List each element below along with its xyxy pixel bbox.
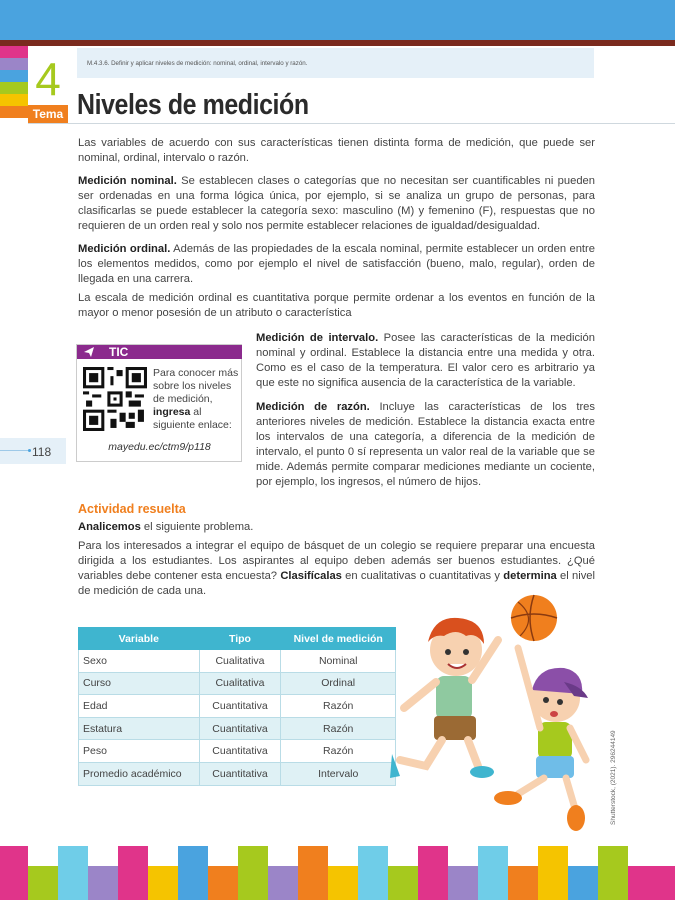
- table-cell: Razón: [281, 740, 396, 763]
- table-cell: Cuantitativa: [199, 717, 281, 740]
- skill-statement: M.4.3.6. Definir y aplicar niveles de medición: nominal, ordinal, intervalo y razón.: [77, 48, 594, 78]
- table-cell: Intervalo: [281, 762, 396, 785]
- page-number-line: [0, 450, 28, 451]
- measurement-table: [78, 627, 396, 786]
- tic-link[interactable]: mayedu.ec/ctm9/p118: [108, 441, 211, 453]
- table-row: [79, 672, 396, 695]
- page-title: Niveles de medición: [77, 89, 309, 121]
- image-credit: Shutterstock, (2021). 296244149: [610, 730, 617, 825]
- activity-title: Actividad resuelta: [78, 502, 186, 516]
- table-cell: Ordinal: [281, 672, 396, 695]
- intro-paragraph: Las variables de acuerdo con sus características tienen distinta forma de medición, que puede ser nominal, ordinal, intervalo o razón.: [78, 137, 595, 164]
- table-cell: Peso: [79, 740, 200, 763]
- table-header-variable: Variable: [79, 628, 200, 650]
- ordinal-text: Además de las propiedades de la escala nominal, permite establecer un orden entre los elementos medidos, como por ejemplo el nivel de satisfacción (bueno, malo, regular), orden de llegada en una carrera.: [78, 243, 595, 285]
- activity-problem-mid: en cualitativas o cuantitativas y: [341, 570, 504, 582]
- tic-text-before: Para conocer más sobre los niveles de medición,: [153, 367, 239, 405]
- tic-text-bold: ingresa: [153, 406, 191, 418]
- intervalo-term: Medición de intervalo.: [256, 332, 379, 344]
- table-row: [79, 695, 396, 718]
- title-divider: [28, 123, 675, 124]
- tema-number: 4: [35, 53, 61, 105]
- table-cell: Razón: [281, 695, 396, 718]
- basketball-icon: [511, 595, 557, 641]
- table-cell: Cuantitativa: [199, 740, 281, 763]
- top-border-line: [0, 40, 675, 46]
- nominal-text: Se establecen clases o categorías que no necesitan ser cuantificables ni pueden ser ordenadas en una forma lógica única, por ejemplo, si se analiza un grupo de personas, para clasificarlas se puede establecer la categoría sexo: masculino (M) y femenino (F), respuestas que no requieren de un orden real y solo nos permite establecer relaciones de igualdad/desigualdad.: [78, 175, 596, 232]
- activity-instruction-rest: el siguiente problema.: [140, 521, 254, 533]
- table-cell: Razón: [281, 717, 396, 740]
- page-number-dot: [28, 449, 31, 452]
- boy-purple-cap-icon: [494, 648, 588, 831]
- nominal-paragraph: [78, 174, 595, 234]
- side-color-stripes: [0, 46, 28, 118]
- tic-box: [76, 344, 242, 462]
- qr-code[interactable]: [83, 367, 147, 431]
- table-row: [79, 740, 396, 763]
- activity-problem-bold2: determina: [503, 570, 557, 582]
- tema-label: Tema: [28, 105, 68, 123]
- table-header-nivel: Nivel de medición: [281, 628, 396, 650]
- tic-text-after: al siguiente enlace:: [153, 406, 232, 431]
- razon-paragraph: [256, 400, 595, 490]
- activity-problem-bold1: Clasifícalas: [280, 570, 342, 582]
- table-cell: Cuantitativa: [199, 762, 281, 785]
- table-header-row: [79, 628, 396, 650]
- table-header-tipo: Tipo: [199, 628, 281, 650]
- boy-redhead-icon: [390, 618, 498, 778]
- nominal-term: Medición nominal.: [78, 175, 177, 187]
- table-row: [79, 762, 396, 785]
- tic-label: TIC: [109, 345, 129, 359]
- ordinal-paragraph: [78, 242, 595, 287]
- activity-instruction-bold: Analicemos: [78, 521, 141, 533]
- table-cell: Promedio académico: [79, 762, 200, 785]
- table-cell: Sexo: [79, 650, 200, 673]
- intervalo-text: Posee las características de la medición nominal y ordinal. Establece la distancia entre una medida y otra. Como es el caso de la temperatura. El valor cero es arbitrario ya que este no significa ausencia de la característica de la variable.: [256, 332, 595, 389]
- table-cell: Nominal: [281, 650, 396, 673]
- razon-term: Medición de razón.: [256, 401, 370, 413]
- ordinal-term: Medición ordinal.: [78, 243, 171, 255]
- activity-problem-start: Para los interesados a integrar el equipo de básquet de un colegio se requiere preparar una encuesta dirigida a los estudiantes. Los aspirantes al equipo deben además ser buenos estudiantes. ¿Qué variables debe contener esta encuesta?: [78, 540, 595, 582]
- tic-description: [153, 367, 239, 432]
- table-cell: Estatura: [79, 717, 200, 740]
- ordinal-extra-paragraph: La escala de medición ordinal es cuantitativa porque permite ordenar a los eventos en función de la mayor o menor posesión de un atributo o característica: [78, 292, 595, 319]
- table-row: [79, 650, 396, 673]
- top-color-band: [0, 0, 675, 40]
- table-cell: Cualitativa: [199, 672, 281, 695]
- table-row: [79, 717, 396, 740]
- activity-instruction: [78, 520, 595, 535]
- razon-text: Incluye las características de los tres anteriores niveles de medición. Establece la distancia exacta entre los intervalos de una categoría, a diferencia de la medición de intervalo, el punto 0 sí representa un valor real de la variable que se mide. Además permite comparar mediciones mediante un cociente, por ejemplo, los ingresos, el número de hijos.: [256, 401, 595, 488]
- table-cell: Cualitativa: [199, 650, 281, 673]
- intervalo-paragraph: [256, 331, 595, 391]
- table-cell: Cuantitativa: [199, 695, 281, 718]
- paper-plane-icon: [83, 346, 95, 358]
- page-number: 118: [32, 445, 52, 459]
- basketball-kids-illustration: [378, 590, 608, 835]
- table-cell: Curso: [79, 672, 200, 695]
- table-cell: Edad: [79, 695, 200, 718]
- bottom-color-bars: [0, 846, 675, 900]
- activity-problem-end: el nivel de medición de cada una.: [78, 570, 595, 597]
- tic-header: [77, 345, 242, 359]
